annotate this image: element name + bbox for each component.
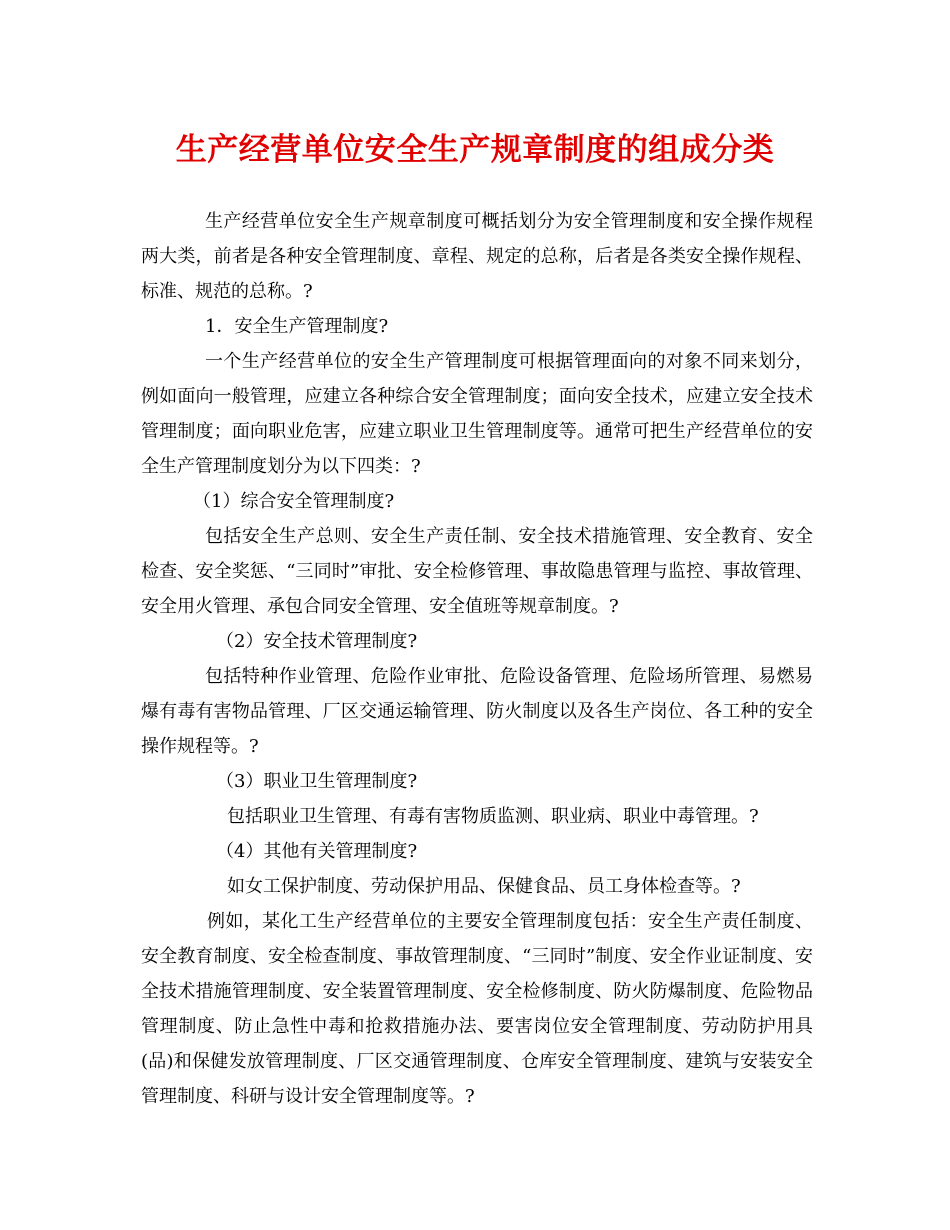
subsection-3-paragraph: 包括职业卫生管理、有毒有害物质监测、职业病、职业中毒管理。? <box>227 806 759 827</box>
subsection-heading-2: （2）安全技术管理制度? <box>216 631 418 652</box>
intro-paragraph: 生产经营单位安全生产规章制度可概括划分为安全管理制度和安全操作规程两大类，前者是各种安全管理制度、章程、规定的总称，后者是各类安全操作规程、标准、规范的总称。? <box>141 211 813 302</box>
subsection-2-paragraph: 包括特种作业管理、危险作业审批、危险设备管理、危险场所管理、易燃易爆有毒有害物品管理、厂区交通运输管理、防火制度以及各生产岗位、各工种的安全操作规程等。? <box>141 666 813 757</box>
example-paragraph: 例如，某化工生产经营单位的主要安全管理制度包括：安全生产责任制度、安全教育制度、安全检查制度、事故管理制度、“三同时”制度、安全作业证制度、安全技术措施管理制度、安全装置管理制度、安全检修制度、防火防爆制度、危险物品管理制度、防止急性中毒和抢救措施办法、要害岗位安全管理制度、劳动防护用具(品)和保健发放管理制度、厂区交通管理制度、仓库安全管理制度、建筑与安装安全管理制度、科研与设计安全管理制度等。? <box>141 911 813 1107</box>
subsection-4-paragraph: 如女工保护制度、劳动保护用品、保健食品、员工身体检查等。? <box>227 876 741 897</box>
subsection-heading-3: （3）职业卫生管理制度? <box>216 771 418 792</box>
subsection-heading-1: （1）综合安全管理制度? <box>193 491 395 512</box>
subsection-1-paragraph: 包括安全生产总则、安全生产责任制、安全技术措施管理、安全教育、安全检查、安全奖惩、“三同时”审批、安全检修管理、事故隐患管理与监控、事故管理、安全用火管理、承包合同安全管理、安全值班等规章制度。? <box>141 526 813 617</box>
section-heading-1: 1．安全生产管理制度? <box>205 316 389 337</box>
subsection-heading-4: （4）其他有关管理制度? <box>216 841 418 862</box>
section-1-paragraph: 一个生产经营单位的安全生产管理制度可根据管理面向的对象不同来划分，例如面向一般管理，应建立各种综合安全管理制度；面向安全技术，应建立安全技术管理制度；面向职业危害，应建立职业卫生管理制度等。通常可把生产经营单位的安全生产管理制度划分为以下四类：? <box>141 351 813 477</box>
document-body <box>141 204 813 1114</box>
document-title: 生产经营单位安全生产规章制度的组成分类 <box>175 132 775 168</box>
